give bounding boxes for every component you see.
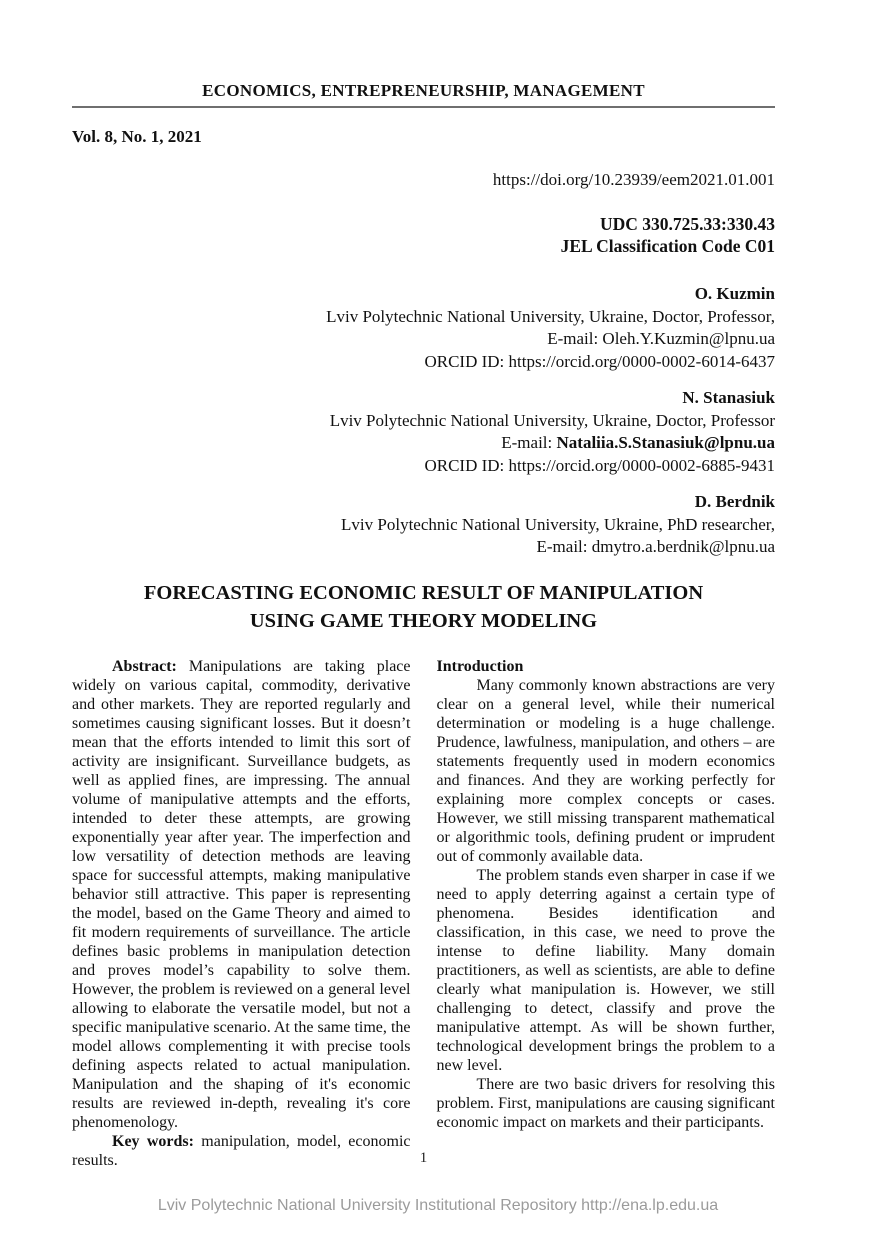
author-email-line (72, 536, 775, 559)
author-orcid: ORCID ID: https://orcid.org/0000-0002-6014-6437 (424, 351, 775, 371)
abstract-text: Manipulations are taking place widely on various capital, commodity, derivative and other markets. They are reported regularly and sometimes causing significant losses. But it doesn’t mean that the efforts intended to limit this sort of activity are insignificant. Surveillance budgets, as well as applied fines, are impressing. The annual volume of manipulative attempts and the efforts, intended to deter these attempts, are growing exponentially year after year. The imperfection and low versatility of detection methods are leaving space for successful attempts, making manipulative behavior still attractive. This paper is representing the model, based on the Game Theory and aimed to fit modern requirements of surveillance. The article defines basic problems in manipulation detection and proves model’s capability to solve them. However, the problem is reviewed on a general level allowing to elaborate the versatile model, but not a specific manipulative scenario. At the same time, the model allows complementing it with precise tools defining aspects related to actual manipulation. Manipulation and the shaping of it's economic results are reviewed in-depth, revealing it's core phenomenology. (72, 657, 411, 1131)
author-email-line (72, 432, 775, 455)
email-label: E-mail: (501, 433, 557, 452)
keywords-text: manipulation, model, economic results. (72, 1132, 411, 1169)
author-affiliation: Lviv Polytechnic National University, Ukraine, Doctor, Professor, (326, 306, 775, 326)
author-orcid: ORCID ID: https://orcid.org/0000-0002-6885-9431 (424, 455, 775, 475)
two-column-body (72, 657, 775, 1170)
right-column (437, 657, 776, 1170)
page-content (72, 0, 775, 1170)
keywords-label: Key words: (112, 1132, 194, 1150)
author-email-line (72, 328, 775, 351)
email-address: Nataliia.S.Stanasiuk@lpnu.ua (556, 433, 775, 452)
introduction-heading: Introduction (436, 657, 524, 675)
author-affiliation: Lviv Polytechnic National University, Ukraine, Doctor, Professor (329, 410, 775, 430)
abstract-paragraph (72, 657, 411, 1132)
doi-text: https://doi.org/10.23939/eem2021.01.001 (492, 170, 775, 189)
left-column (72, 657, 411, 1170)
author-name: O. Kuzmin (694, 284, 775, 303)
page-number: 1 (419, 1150, 428, 1166)
author-block (72, 387, 775, 477)
email-label: E-mail: (536, 537, 592, 556)
journal-header-title: ECONOMICS, ENTREPRENEURSHIP, MANAGEMENT (72, 82, 775, 108)
classification-block (72, 213, 775, 257)
title-line-2: USING GAME THEORY MODELING (249, 609, 598, 632)
authors-section (72, 283, 775, 559)
repository-footer: Lviv Polytechnic National University Institutional Repository http://ena.lp.edu.ua (157, 1197, 719, 1214)
abstract-label: Abstract: (112, 657, 177, 675)
email-address: Oleh.Y.Kuzmin@lpnu.ua (602, 329, 775, 348)
intro-paragraph: There are two basic drivers for resolving this problem. First, manipulations are causing significant economic impact on markets and their participants. (436, 1075, 775, 1131)
intro-paragraph: The problem stands even sharper in case if we need to apply deterring against a certain type of phenomena. Besides identification and classification, in this case, we need to prove the intense to define liability. Many domain practitioners, as well as scientists, are able to define clearly what manipulation is. However, we still challenging to detect, classify and prove the manipulative attempt. As will be shown further, technological development brings the problem to a new level. (436, 866, 775, 1074)
article-title (72, 579, 775, 635)
udc-code: UDC 330.725.33:330.43 (600, 214, 775, 234)
email-label: E-mail: (547, 329, 603, 348)
email-address: dmytro.a.berdnik@lpnu.ua (591, 537, 775, 556)
author-affiliation: Lviv Polytechnic National University, Ukraine, PhD researcher, (341, 514, 775, 534)
title-line-1: FORECASTING ECONOMIC RESULT OF MANIPULATION (143, 581, 704, 604)
intro-paragraph: Many commonly known abstractions are very clear on a general level, while their numerical determination or modeling is a huge challenge. Prudence, lawfulness, manipulation, and others – are statements frequently used in modern economics and finances. And they are working perfectly for explaining more complex concepts or cases. However, we still missing transparent mathematical or algorithmic tools, defining prudent or imprudent out of commonly available data. (436, 676, 775, 865)
author-block (72, 283, 775, 373)
author-name: N. Stanasiuk (682, 388, 775, 407)
author-name: D. Berdnik (694, 492, 775, 511)
jel-code: JEL Classification Code C01 (560, 236, 775, 256)
author-block (72, 491, 775, 559)
volume-issue-label: Vol. 8, No. 1, 2021 (72, 127, 202, 146)
